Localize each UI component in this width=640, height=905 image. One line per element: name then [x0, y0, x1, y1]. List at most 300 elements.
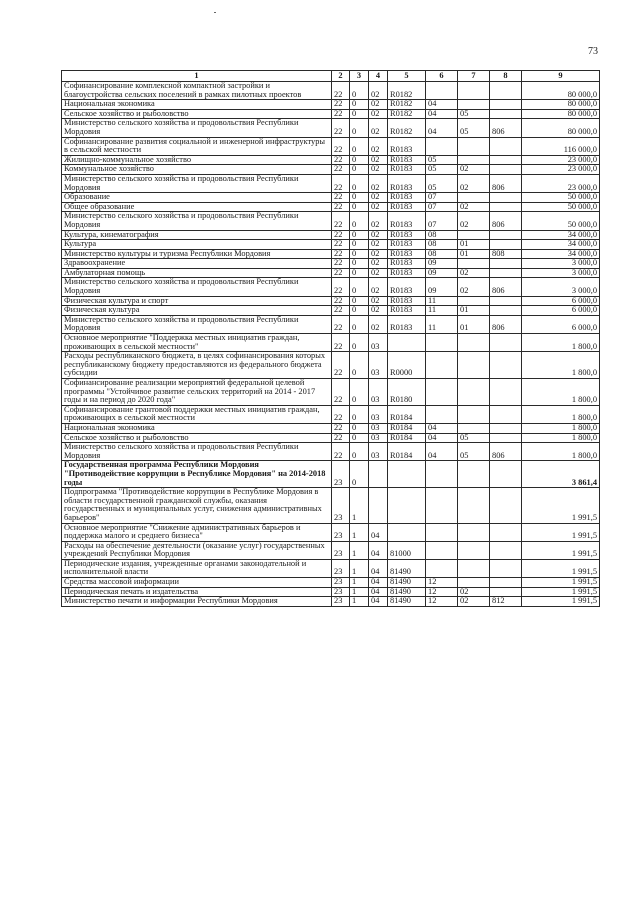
cell-activity: 02 — [369, 240, 388, 250]
col-header: 9 — [522, 71, 600, 82]
cell-chapter — [426, 352, 458, 379]
cell-subprogram: 0 — [350, 379, 369, 406]
cell-ministry — [490, 165, 522, 175]
cell-chapter: 09 — [426, 278, 458, 296]
cell-section: 22 — [332, 315, 350, 333]
cell-ministry — [490, 268, 522, 278]
row-name: Общее образование — [62, 202, 332, 212]
cell-ministry — [490, 306, 522, 316]
row-name: Жилищно-коммунальное хозяйство — [62, 155, 332, 165]
cell-ministry — [490, 240, 522, 250]
table-row — [62, 155, 600, 165]
cell-section: 23 — [332, 541, 350, 559]
cell-ministry: 806 — [490, 212, 522, 230]
cell-chapter: 07 — [426, 202, 458, 212]
cell-section: 22 — [332, 278, 350, 296]
table-row — [62, 315, 600, 333]
cell-ministry — [490, 155, 522, 165]
row-name: Министерство сельского хозяйства и продовольствия Республики Мордовия — [62, 278, 332, 296]
cell-ministry: 806 — [490, 278, 522, 296]
cell-subprogram: 0 — [350, 155, 369, 165]
cell-subsection — [458, 379, 490, 406]
cell-direction: R0183 — [388, 230, 426, 240]
page-number: 73 — [588, 46, 598, 57]
cell-chapter: 04 — [426, 119, 458, 137]
cell-activity: 03 — [369, 423, 388, 433]
cell-ministry — [490, 296, 522, 306]
cell-chapter — [426, 461, 458, 488]
cell-amount: 23 000,0 — [522, 155, 600, 165]
cell-subprogram: 0 — [350, 334, 369, 352]
cell-direction: R0183 — [388, 240, 426, 250]
cell-subsection — [458, 559, 490, 577]
cell-ministry — [490, 230, 522, 240]
cell-section: 22 — [332, 334, 350, 352]
cell-direction: 81490 — [388, 578, 426, 588]
row-name: Культура — [62, 240, 332, 250]
cell-activity: 02 — [369, 119, 388, 137]
cell-subprogram: 0 — [350, 405, 369, 423]
cell-subprogram: 0 — [350, 202, 369, 212]
cell-activity: 04 — [369, 541, 388, 559]
cell-subprogram: 1 — [350, 587, 369, 597]
cell-direction: R0183 — [388, 306, 426, 316]
table-row — [62, 352, 600, 379]
col-header: 1 — [62, 71, 332, 82]
cell-subprogram: 0 — [350, 352, 369, 379]
cell-amount: 1 800,0 — [522, 352, 600, 379]
row-name: Национальная экономика — [62, 423, 332, 433]
cell-section: 22 — [332, 137, 350, 155]
cell-ministry — [490, 352, 522, 379]
cell-subprogram: 0 — [350, 230, 369, 240]
cell-direction: R0184 — [388, 443, 426, 461]
cell-subprogram: 1 — [350, 541, 369, 559]
cell-amount: 50 000,0 — [522, 202, 600, 212]
cell-ministry: 806 — [490, 315, 522, 333]
cell-chapter: 04 — [426, 423, 458, 433]
row-name: Физическая культура и спорт — [62, 296, 332, 306]
cell-direction: R0180 — [388, 379, 426, 406]
cell-subsection: 01 — [458, 306, 490, 316]
cell-activity: 03 — [369, 334, 388, 352]
cell-amount: 3 000,0 — [522, 259, 600, 269]
cell-amount: 34 000,0 — [522, 249, 600, 259]
cell-subprogram: 0 — [350, 137, 369, 155]
cell-activity: 02 — [369, 259, 388, 269]
cell-subsection — [458, 523, 490, 541]
cell-chapter — [426, 541, 458, 559]
table-row — [62, 278, 600, 296]
cell-activity: 04 — [369, 597, 388, 607]
cell-section: 23 — [332, 587, 350, 597]
row-name: Коммунальное хозяйство — [62, 165, 332, 175]
cell-activity: 04 — [369, 523, 388, 541]
cell-section: 22 — [332, 296, 350, 306]
cell-amount: 80 000,0 — [522, 82, 600, 100]
cell-section: 22 — [332, 109, 350, 119]
row-name: Софинансирование развития социальной и инженерной инфраструктуры в сельской местности — [62, 137, 332, 155]
cell-activity: 03 — [369, 405, 388, 423]
cell-activity — [369, 488, 388, 523]
cell-chapter: 04 — [426, 433, 458, 443]
cell-subsection — [458, 578, 490, 588]
cell-ministry — [490, 100, 522, 110]
cell-chapter: 05 — [426, 174, 458, 192]
cell-amount: 6 000,0 — [522, 315, 600, 333]
cell-amount: 80 000,0 — [522, 109, 600, 119]
cell-ministry — [490, 488, 522, 523]
cell-direction: R0183 — [388, 212, 426, 230]
cell-amount: 1 800,0 — [522, 405, 600, 423]
cell-direction: R0183 — [388, 137, 426, 155]
cell-subprogram: 0 — [350, 423, 369, 433]
cell-amount: 1 991,5 — [522, 597, 600, 607]
cell-activity: 02 — [369, 202, 388, 212]
cell-chapter: 07 — [426, 212, 458, 230]
cell-ministry: 808 — [490, 249, 522, 259]
cell-ministry — [490, 137, 522, 155]
cell-subprogram: 0 — [350, 109, 369, 119]
cell-direction: 81490 — [388, 587, 426, 597]
cell-subsection — [458, 296, 490, 306]
col-header: 3 — [350, 71, 369, 82]
cell-ministry — [490, 423, 522, 433]
cell-subsection — [458, 259, 490, 269]
cell-subsection — [458, 334, 490, 352]
cell-ministry: 806 — [490, 443, 522, 461]
cell-section: 22 — [332, 423, 350, 433]
cell-subsection — [458, 405, 490, 423]
cell-subsection: 05 — [458, 109, 490, 119]
row-name: Министерство сельского хозяйства и продовольствия Республики Мордовия — [62, 443, 332, 461]
table-row — [62, 461, 600, 488]
cell-section: 22 — [332, 443, 350, 461]
cell-ministry — [490, 405, 522, 423]
cell-section: 22 — [332, 379, 350, 406]
cell-chapter: 04 — [426, 443, 458, 461]
cell-activity: 04 — [369, 578, 388, 588]
cell-amount: 1 800,0 — [522, 443, 600, 461]
cell-activity: 03 — [369, 443, 388, 461]
table-row — [62, 559, 600, 577]
row-name: Сельское хозяйство и рыболовство — [62, 433, 332, 443]
row-name: Основное мероприятие "Поддержка местных инициатив граждан, проживающих в сельской местности" — [62, 334, 332, 352]
table-row — [62, 174, 600, 192]
cell-amount: 3 861,4 — [522, 461, 600, 488]
cell-subsection: 02 — [458, 165, 490, 175]
cell-amount: 23 000,0 — [522, 165, 600, 175]
cell-activity: 02 — [369, 306, 388, 316]
cell-ministry: 812 — [490, 597, 522, 607]
table-row — [62, 202, 600, 212]
table-row — [62, 423, 600, 433]
table-row — [62, 249, 600, 259]
cell-activity: 04 — [369, 587, 388, 597]
cell-amount: 3 000,0 — [522, 268, 600, 278]
col-header: 2 — [332, 71, 350, 82]
cell-direction: 81490 — [388, 559, 426, 577]
row-name: Амбулаторная помощь — [62, 268, 332, 278]
cell-activity: 03 — [369, 379, 388, 406]
cell-amount: 80 000,0 — [522, 100, 600, 110]
cell-direction: R0183 — [388, 193, 426, 203]
budget-table — [61, 70, 600, 607]
cell-ministry — [490, 202, 522, 212]
cell-direction: 81000 — [388, 541, 426, 559]
cell-section: 22 — [332, 249, 350, 259]
cell-ministry — [490, 82, 522, 100]
table-row — [62, 523, 600, 541]
cell-section: 22 — [332, 165, 350, 175]
cell-section: 22 — [332, 174, 350, 192]
table-row — [62, 268, 600, 278]
cell-ministry — [490, 523, 522, 541]
cell-amount: 6 000,0 — [522, 306, 600, 316]
cell-subsection — [458, 155, 490, 165]
cell-amount: 80 000,0 — [522, 119, 600, 137]
cell-amount: 50 000,0 — [522, 212, 600, 230]
row-name: Подпрограмма "Противодействие коррупции в Республике Мордовия в области государственной гражданской службы, оказания государственных и муниципальных услуг, снижения административных барьеров" — [62, 488, 332, 523]
cell-activity: 02 — [369, 212, 388, 230]
cell-direction: R0183 — [388, 259, 426, 269]
cell-ministry — [490, 193, 522, 203]
cell-amount: 1 991,5 — [522, 541, 600, 559]
cell-direction: R0182 — [388, 100, 426, 110]
row-name: Министерство сельского хозяйства и продовольствия Республики Мордовия — [62, 174, 332, 192]
cell-chapter: 11 — [426, 315, 458, 333]
cell-ministry — [490, 109, 522, 119]
row-name: Софинансирование комплексной компактной застройки и благоустройства сельских поселений в рамках пилотных проектов — [62, 82, 332, 100]
table-row — [62, 137, 600, 155]
cell-amount: 34 000,0 — [522, 240, 600, 250]
cell-chapter — [426, 559, 458, 577]
cell-activity — [369, 461, 388, 488]
cell-direction: R0184 — [388, 423, 426, 433]
table-row — [62, 193, 600, 203]
cell-amount: 1 991,5 — [522, 587, 600, 597]
cell-ministry — [490, 461, 522, 488]
cell-subprogram: 1 — [350, 523, 369, 541]
col-header: 4 — [369, 71, 388, 82]
cell-subsection — [458, 193, 490, 203]
cell-subprogram: 0 — [350, 296, 369, 306]
cell-amount: 34 000,0 — [522, 230, 600, 240]
cell-subsection: 02 — [458, 174, 490, 192]
cell-subprogram: 0 — [350, 119, 369, 137]
cell-subprogram: 0 — [350, 174, 369, 192]
cell-chapter: 08 — [426, 240, 458, 250]
row-name: Министерство сельского хозяйства и продовольствия Республики Мордовия — [62, 212, 332, 230]
cell-amount: 23 000,0 — [522, 174, 600, 192]
cell-section: 22 — [332, 155, 350, 165]
cell-subprogram: 0 — [350, 259, 369, 269]
cell-chapter: 08 — [426, 249, 458, 259]
cell-section: 23 — [332, 488, 350, 523]
cell-subsection: 05 — [458, 119, 490, 137]
cell-subprogram: 0 — [350, 306, 369, 316]
cell-direction: R0182 — [388, 119, 426, 137]
cell-amount: 1 800,0 — [522, 423, 600, 433]
cell-section: 22 — [332, 119, 350, 137]
table-row — [62, 230, 600, 240]
cell-section: 22 — [332, 240, 350, 250]
cell-chapter — [426, 405, 458, 423]
cell-subsection: 02 — [458, 212, 490, 230]
row-name: Здравоохранение — [62, 259, 332, 269]
cell-activity: 02 — [369, 315, 388, 333]
cell-ministry — [490, 259, 522, 269]
cell-chapter: 12 — [426, 587, 458, 597]
row-name: Софинансирование грантовой поддержки местных инициатив граждан, проживающих в сельской местности — [62, 405, 332, 423]
cell-chapter: 09 — [426, 259, 458, 269]
cell-chapter: 11 — [426, 296, 458, 306]
row-name: Расходы республиканского бюджета, в целях софинансирования которых республиканскому бюджету предоставляются из федерального бюджета субсидии — [62, 352, 332, 379]
cell-chapter: 07 — [426, 193, 458, 203]
cell-direction — [388, 488, 426, 523]
col-header: 8 — [490, 71, 522, 82]
table-row — [62, 212, 600, 230]
row-name: Периодическая печать и издательства — [62, 587, 332, 597]
table-row — [62, 578, 600, 588]
cell-section: 22 — [332, 230, 350, 240]
row-name: Периодические издания, учрежденные органами законодательной и исполнительной власти — [62, 559, 332, 577]
table-row — [62, 488, 600, 523]
cell-subsection — [458, 352, 490, 379]
row-name: Министерство сельского хозяйства и продовольствия Республики Мордовия — [62, 315, 332, 333]
cell-activity: 02 — [369, 193, 388, 203]
cell-amount: 1 800,0 — [522, 379, 600, 406]
cell-subsection — [458, 82, 490, 100]
cell-section: 22 — [332, 212, 350, 230]
table-row — [62, 433, 600, 443]
cell-ministry — [490, 587, 522, 597]
cell-section: 22 — [332, 100, 350, 110]
table-row — [62, 259, 600, 269]
cell-amount: 1 991,5 — [522, 559, 600, 577]
cell-chapter — [426, 379, 458, 406]
cell-amount: 6 000,0 — [522, 296, 600, 306]
cell-direction — [388, 461, 426, 488]
cell-activity: 03 — [369, 352, 388, 379]
cell-subsection: 02 — [458, 202, 490, 212]
cell-ministry: 806 — [490, 174, 522, 192]
cell-section: 23 — [332, 461, 350, 488]
table-row — [62, 100, 600, 110]
cell-chapter: 05 — [426, 155, 458, 165]
cell-activity: 02 — [369, 296, 388, 306]
cell-subsection — [458, 488, 490, 523]
cell-activity: 02 — [369, 137, 388, 155]
cell-amount: 50 000,0 — [522, 193, 600, 203]
cell-direction: R0183 — [388, 268, 426, 278]
col-header: 5 — [388, 71, 426, 82]
col-header: 6 — [426, 71, 458, 82]
cell-direction: R0000 — [388, 352, 426, 379]
cell-subprogram: 0 — [350, 212, 369, 230]
cell-subprogram: 0 — [350, 315, 369, 333]
cell-direction: R0183 — [388, 165, 426, 175]
row-name: Средства массовой информации — [62, 578, 332, 588]
col-header: 7 — [458, 71, 490, 82]
table-row — [62, 541, 600, 559]
cell-subprogram: 0 — [350, 165, 369, 175]
cell-section: 22 — [332, 259, 350, 269]
cell-direction: R0183 — [388, 174, 426, 192]
table-row — [62, 240, 600, 250]
cell-subprogram: 0 — [350, 240, 369, 250]
cell-section: 22 — [332, 268, 350, 278]
cell-direction — [388, 334, 426, 352]
cell-section: 22 — [332, 433, 350, 443]
cell-activity: 02 — [369, 268, 388, 278]
cell-chapter — [426, 334, 458, 352]
cell-section: 22 — [332, 405, 350, 423]
row-name: Национальная экономика — [62, 100, 332, 110]
cell-chapter — [426, 82, 458, 100]
cell-chapter: 12 — [426, 597, 458, 607]
cell-amount: 1 991,5 — [522, 578, 600, 588]
cell-section: 23 — [332, 559, 350, 577]
cell-ministry — [490, 433, 522, 443]
cell-subsection: 01 — [458, 315, 490, 333]
cell-activity: 02 — [369, 165, 388, 175]
cell-activity: 04 — [369, 559, 388, 577]
table-row — [62, 334, 600, 352]
cell-direction: R0183 — [388, 249, 426, 259]
cell-subsection: 05 — [458, 433, 490, 443]
cell-chapter: 04 — [426, 109, 458, 119]
cell-chapter: 04 — [426, 100, 458, 110]
row-name: Сельское хозяйство и рыболовство — [62, 109, 332, 119]
table-row — [62, 306, 600, 316]
table-row — [62, 443, 600, 461]
cell-ministry — [490, 334, 522, 352]
cell-section: 23 — [332, 597, 350, 607]
row-name: Образование — [62, 193, 332, 203]
cell-activity: 02 — [369, 249, 388, 259]
cell-subsection: 02 — [458, 597, 490, 607]
cell-activity: 02 — [369, 82, 388, 100]
table-row — [62, 82, 600, 100]
table-row — [62, 165, 600, 175]
cell-activity: 03 — [369, 433, 388, 443]
cell-subsection — [458, 541, 490, 559]
cell-direction: R0182 — [388, 109, 426, 119]
header-row — [62, 71, 600, 82]
cell-direction: R0183 — [388, 315, 426, 333]
cell-section: 22 — [332, 193, 350, 203]
cell-section: 22 — [332, 352, 350, 379]
cell-subsection: 01 — [458, 249, 490, 259]
cell-activity: 02 — [369, 230, 388, 240]
cell-amount: 1 800,0 — [522, 334, 600, 352]
cell-subsection — [458, 137, 490, 155]
cell-direction: R0184 — [388, 433, 426, 443]
table-row — [62, 296, 600, 306]
cell-subprogram: 0 — [350, 100, 369, 110]
cell-amount: 116 000,0 — [522, 137, 600, 155]
table-row — [62, 379, 600, 406]
cell-section: 22 — [332, 306, 350, 316]
cell-subsection: 05 — [458, 443, 490, 461]
cell-section: 23 — [332, 578, 350, 588]
cell-direction: R0183 — [388, 296, 426, 306]
cell-subprogram: 0 — [350, 268, 369, 278]
row-name: Культура, кинематография — [62, 230, 332, 240]
cell-direction: R0183 — [388, 155, 426, 165]
cell-ministry — [490, 559, 522, 577]
